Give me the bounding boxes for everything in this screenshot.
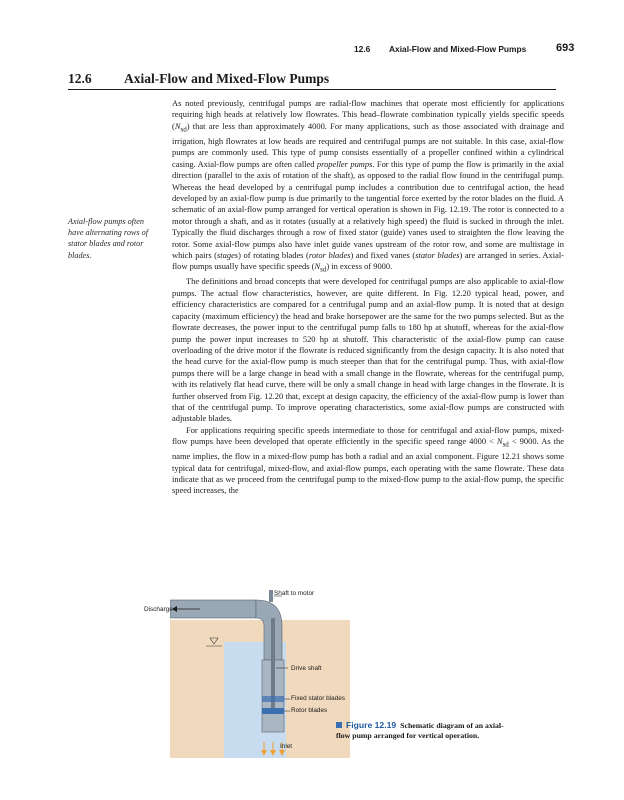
section-rule xyxy=(68,89,556,90)
stator-blades xyxy=(262,696,284,702)
caption-text: Schematic diagram of an axial-flow pump arranged for vertical operation. xyxy=(336,721,504,740)
body-text xyxy=(172,98,564,497)
running-head xyxy=(0,44,624,58)
label-fixed-stator-blades: Fixed stator blades xyxy=(291,695,345,702)
paragraph-2: The definitions and broad concepts that were developed for centrifugal pumps are also applicable to axial-flow pumps. The actual flow characteristics, however, are quite different. In Fig. 12.20 typical head, power, and efficiency characteristics are compared for a centrifugal pump and an axial-flow pump. It is noted that at design capacity (maximum efficiency) the head and brake horsepower are the same for the two pumps selected. But as the flowrate decreases, the power input to the centrifugal pump falls to 180 hp at shutoff, whereas for the axial-flow pump the power input increases to 520 hp at shutoff. This characteristic of the axial-flow pump can cause overloading of the drive motor if the flowrate is reduced significantly from the design capacity. It is also noted that the head curve for the axial-flow pump is much steeper than that for the centrifugal pump. Thus, with axial-flow pumps there will be a large change in head with a small change in the flowrate, whereas for the centrifugal pump, with its relatively flat head curve, there will be only a small change in head with large changes in the flowrate. It is further observed from Fig. 12.20 that, except at design capacity, the efficiency of the axial-flow pump is lower than that of the centrifugal pump. To improve operating characteristics, some axial-flow pumps are constructed with adjustable blades. xyxy=(172,276,564,424)
motor-shaft-top xyxy=(269,590,273,602)
term-rotor-blades: rotor blades xyxy=(308,249,351,260)
label-drive-shaft: Drive shaft xyxy=(291,665,322,672)
paragraph-1: As noted previously, centrifugal pumps are radial-flow machines that operate most efficiently for applications requiring high heads at relatively low flowrates. This head–flowrate combination typically yields specific speeds $(N_{sd})$ that are less than approximately 4000. For many applications, such as those associated with drainage and irrigation, high flowrates at low heads are required and centrifugal pumps are not suitable. In this case, axial-flow pumps are commonly used. This type of pump consists essentially of a propeller confined within a cylindrical casing. Axial-flow pumps are often called propeller pumps. For this type of pump the flow is primarily in the axial direction (parallel to the axis of rotation of the shaft), as opposed to the radial flow found in the centrifugal pump. Whereas the head developed by a centrifugal pump includes a contribution due to centrifugal action, the head developed by an axial-flow pump is due primarily to the tangential force exerted by the rotor blades on the fluid. A schematic of an axial-flow pump arranged for vertical operation is shown in Fig. 12.19. The rotor is connected to a motor through a shaft, and as it rotates (usually at a relatively high speed) the fluid is sucked in through the inlet. Typically the fluid discharges through a row of fixed stator (guide) vanes used to straighten the flow leaving the rotor. Some axial-flow pumps also have inlet guide vanes upstream of the rotor row, and some are multistage in which pairs (stages) of rotating blades (rotor blades) and fixed vanes (stator blades) are arranged in series. Axial-flow pumps usually have specific speeds $(N_{sd})$ in excess of 9000. xyxy=(172,98,564,275)
page-number: 693 xyxy=(556,42,575,54)
section-number: 12.6 xyxy=(68,71,92,86)
running-head-section: 12.6 xyxy=(354,44,371,54)
section-title: Axial-Flow and Mixed-Flow Pumps xyxy=(124,71,330,86)
section-heading xyxy=(68,71,556,89)
paragraph-3: For applications requiring specific speeds intermediate to those for centrifugal and axial-flow pumps, mixed-flow pumps have been developed that operate efficiently in the specific speed range $4000 < N_{sd} < 9000$. As the name implies, the flow in a mixed-flow pump has both a radial and an axial component. Figure 12.21 shows some typical data for centrifugal, mixed-flow, and axial-flow pumps, each operating with the same flowrate. These data indicate that as we proceed from the centrifugal pump to the mixed-flow pump to the axial-flow pump, the specific speed increases, the xyxy=(172,424,564,496)
margin-note: Axial-flow pumps often have alternating rows of stator blades and rotor blades. xyxy=(68,217,148,260)
term-stator-blades: stator blades xyxy=(415,249,460,260)
running-head-title: Axial-Flow and Mixed-Flow Pumps xyxy=(389,44,527,54)
caption-square-icon xyxy=(336,722,342,728)
caption-number: Figure 12.19 xyxy=(346,720,397,730)
label-inlet: Inlet xyxy=(280,743,293,750)
label-discharge: Discharge xyxy=(144,606,173,613)
term-propeller-pumps: propeller pumps xyxy=(316,158,373,169)
figure-caption xyxy=(336,720,516,741)
term-stages: stages xyxy=(217,249,239,260)
label-rotor-blades: Rotor blades xyxy=(291,707,328,714)
rotor-blades xyxy=(262,708,284,714)
label-shaft-to-motor: Shaft to motor xyxy=(274,590,315,597)
